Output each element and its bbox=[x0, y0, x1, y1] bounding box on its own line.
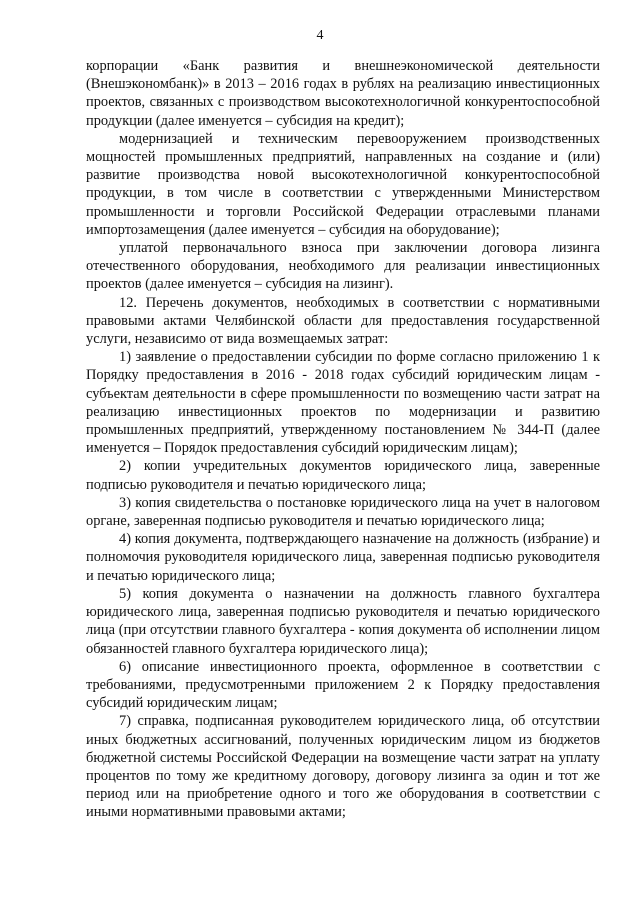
list-item-6-project-description: 6) описание инвестиционного проекта, оформленное в соответствии с требованиями, предусмотренными приложением 2 к Порядку предоставления субсидий юридическим лицам; bbox=[86, 658, 600, 712]
list-item-5-accountant-appointment: 5) копия документа о назначении на должность главного бухгалтера юридического лица, заверенная подписью руководителя и печатью юридического лица (при отсутствии главного бухгалтера - копия документа об исполнении лицом обязанностей главного бухгалтера юридического лица); bbox=[86, 585, 600, 657]
paragraph-equipment-subsidy: модернизацией и техническим перевооружением производственных мощностей промышленных предприятий, направленных на создание и (или) развитие производства новой высокотехнологичной конкурентоспособной продукции, в том числе в соответствии с утвержденными Министерством промышленности и торговли Российской Федерации отраслевыми планами импортозамещения (далее именуется – субсидия на оборудование); bbox=[86, 130, 600, 238]
list-item-4-director-appointment: 4) копия документа, подтверждающего назначение на должность (избрание) и полномочия руководителя юридического лица, заверенная подписью руководителя и печатью юридического лица; bbox=[86, 531, 600, 584]
paragraph-section-12: 12. Перечень документов, необходимых в соответствии с нормативными правовыми актами Челябинской области для предоставления государственной услуги, независимо от вида возмещаемых затрат: bbox=[86, 294, 600, 348]
paragraph-continuation: корпорации «Банк развития и внешнеэкономической деятельности (Внешэкономбанк)» в 2013 – 2016 годах в рублях на реализацию инвестиционных проектов, связанных с производством высокотехнологичной конкурентоспособной продукции (далее именуется – субсидия на кредит); bbox=[86, 58, 600, 129]
document-body bbox=[86, 57, 600, 822]
list-item-2-charter-documents: 2) копии учредительных документов юридического лица, заверенные подписью руководителя и печатью юридического лица; bbox=[86, 458, 600, 493]
list-item-3-tax-certificate: 3) копия свидетельства о постановке юридического лица на учет в налоговом органе, заверенная подписью руководителя и печатью юридического лица; bbox=[86, 494, 600, 530]
page-number: 4 bbox=[316, 28, 324, 43]
list-item-1-application: 1) заявление о предоставлении субсидии по форме согласно приложению 1 к Порядку предоставления в 2016 - 2018 годах субсидий юридическим лицам - субъектам деятельности в сфере промышленности по возмещению части затрат на реализацию инвестиционных проектов по модернизации и развитию промышленных предприятий, утвержденному постановлением № 344-П (далее именуется – Порядок предоставления субсидий юридическим лицам); bbox=[86, 349, 600, 457]
list-item-7-certificate: 7) справка, подписанная руководителем юридического лица, об отсутствии иных бюджетных ассигнований, полученных юридическим лицом из бюджетов бюджетной системы Российской Федерации на возмещение части затрат на уплату процентов по тому же кредитному договору, договору лизинга за один и тот же период или на приобретение одного и того же оборудования в соответствии с иными нормативными правовыми актами; bbox=[86, 713, 600, 821]
paragraph-leasing-subsidy: уплатой первоначального взноса при заключении договора лизинга отечественного оборудования, необходимого для реализации инвестиционных проектов (далее именуется – субсидия на лизинг). bbox=[86, 240, 600, 293]
